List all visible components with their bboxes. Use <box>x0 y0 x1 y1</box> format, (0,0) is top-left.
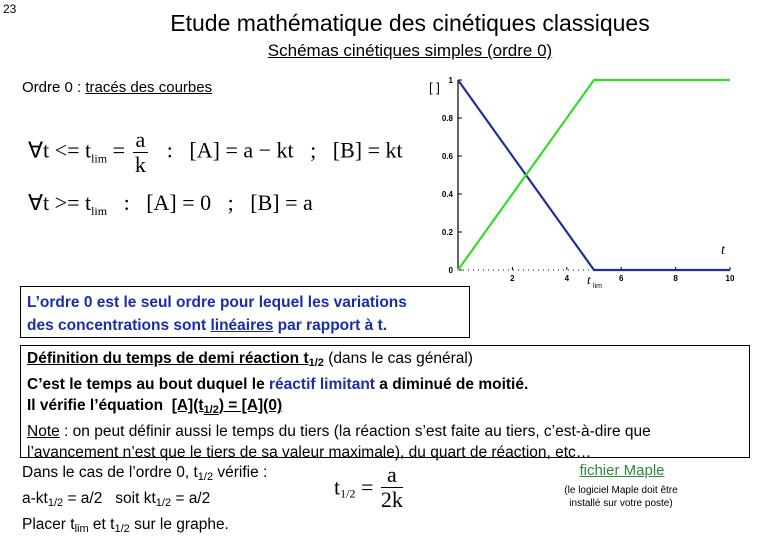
eq1-rest: : [A] = a − kt ; [B] = kt <box>150 137 403 163</box>
half-eq-num: a <box>381 463 403 488</box>
graph-axes <box>458 80 730 270</box>
half-eq-den: 2k <box>380 487 403 512</box>
def-l2-pre: C’est le temps au bout duquel le <box>27 376 270 393</box>
equation-row-2 <box>28 190 313 219</box>
maple-file-link[interactable]: fichier Maple <box>579 462 665 479</box>
x-tick-label: 6 <box>618 274 624 283</box>
ordre-heading-prefix: Ordre 0 : <box>22 79 86 96</box>
x-tick-label: 4 <box>564 274 570 283</box>
def-l3-u1: [A](t <box>171 397 204 414</box>
def-l2-blue: réactif limitant <box>269 376 375 393</box>
def-line-1 <box>27 348 743 374</box>
def-l4-rest: : on peut définir aussi le temps du tiers (la réaction s’est faite au tiers, c’est-à-dire que <box>59 423 651 440</box>
half-eq-fraction <box>381 463 403 512</box>
def-l4-note: Note <box>27 423 60 440</box>
def-l1-bold: Définition du temps de demi réaction t <box>27 350 309 367</box>
eq1-frac-den: k <box>134 152 146 177</box>
zero-box-line-2 <box>27 314 463 337</box>
series-B-line <box>458 80 730 270</box>
definition-box <box>20 345 750 461</box>
b2-sub2: 1/2 <box>155 497 172 509</box>
eq1-frac-num: a <box>133 128 149 153</box>
def-line-4 <box>27 421 743 442</box>
def-l3-u2: ) = [A](0) <box>218 397 283 414</box>
eq2-lead: ∀t >= t <box>28 190 92 215</box>
eq1-eq: = <box>107 137 131 163</box>
b3-sub1: lim <box>74 523 89 535</box>
b2-a: a-kt <box>22 490 48 507</box>
eq1-lead-sub: lim <box>91 151 108 166</box>
graph-series <box>458 80 730 270</box>
eq1-fraction <box>133 128 149 177</box>
b2-c: = a/2 <box>171 490 211 507</box>
graph-ylabel: [ ] <box>429 80 440 95</box>
y-tick-label: 0.8 <box>441 114 453 123</box>
def-l1-rest: (dans le cas général) <box>323 350 473 367</box>
def-l1-sub: 1/2 <box>308 357 324 369</box>
y-tick-label: 1 <box>448 76 453 85</box>
zero-box-line-2-u: linéaires <box>210 317 274 334</box>
x-tick-label: 10 <box>725 274 735 283</box>
graph-tlim-sub: lim <box>593 283 602 290</box>
b3-b: et t <box>88 516 115 533</box>
b3-c: sur le graphe. <box>129 516 229 533</box>
y-tick-label: 0.2 <box>441 228 453 237</box>
zero-box-line-2-post: par rapport à t. <box>273 317 388 334</box>
graph-ticks <box>442 76 735 283</box>
concentration-graph <box>425 72 740 292</box>
slide-subtitle: Schémas cinétiques simples (ordre 0) <box>267 41 553 60</box>
maple-note-line-2: installé sur votre poste) <box>569 498 673 509</box>
b1-post: vérifie : <box>213 464 268 481</box>
bottom-line-2 <box>22 488 267 514</box>
eq2-lead-sub: lim <box>91 204 108 218</box>
half-eq-lead: t <box>334 474 341 500</box>
y-tick-label: 0.6 <box>441 152 453 161</box>
ordre-heading <box>22 79 212 96</box>
series-A-line <box>458 80 730 270</box>
def-l3-pre: Il vérifie l’équation <box>27 397 172 414</box>
slide-title: Etude mathématique des cinétiques classiques <box>170 10 650 36</box>
b3-a: Placer t <box>22 516 75 533</box>
x-tick-label: 8 <box>673 274 678 283</box>
half-eq-lead-sub: 1/2 <box>340 486 356 501</box>
b1-pre: Dans le cas de l’ordre 0, t <box>22 464 198 481</box>
def-l3-sub: 1/2 <box>203 404 219 416</box>
def-line-2 <box>27 374 743 395</box>
maple-note <box>540 484 702 510</box>
x-tick-label: 2 <box>510 274 515 283</box>
ordre-heading-underlined: tracés des courbes <box>85 79 213 96</box>
b2-sub1: 1/2 <box>47 497 64 509</box>
bottom-text <box>22 462 267 540</box>
eq2-rest: : [A] = 0 ; [B] = a <box>107 190 313 215</box>
bottom-line-3 <box>22 514 267 540</box>
half-eq-eq: = <box>355 474 379 500</box>
slide-number: 23 <box>3 2 17 16</box>
def-l2-post: a diminué de moitié. <box>374 376 529 393</box>
y-tick-label: 0.4 <box>441 190 453 199</box>
maple-note-line-1: (le logiciel Maple doit être <box>564 485 678 496</box>
zero-box-line-2-pre: des concentrations sont <box>27 317 211 334</box>
def-line-5: l’avancement n’est que le tiers de sa valeur maximale), du quart de réaction, etc… <box>27 444 592 461</box>
b2-b: = a/2 soit kt <box>63 490 156 507</box>
def-line-3 <box>27 395 743 421</box>
bottom-line-1 <box>22 462 267 488</box>
b3-sub2: 1/2 <box>114 523 130 535</box>
graph-xlabel: t <box>721 243 725 258</box>
y-tick-label: 0 <box>448 266 453 275</box>
b1-sub: 1/2 <box>197 471 214 483</box>
eq1-lead: ∀t <= t <box>28 137 92 163</box>
graph-tlim-label: t <box>587 272 591 287</box>
half-life-equation <box>334 463 405 512</box>
equation-row-1 <box>28 128 403 177</box>
ordre-zero-box <box>20 286 470 338</box>
zero-box-line-1: L’ordre 0 est le seul ordre pour lequel les variations <box>27 294 407 311</box>
